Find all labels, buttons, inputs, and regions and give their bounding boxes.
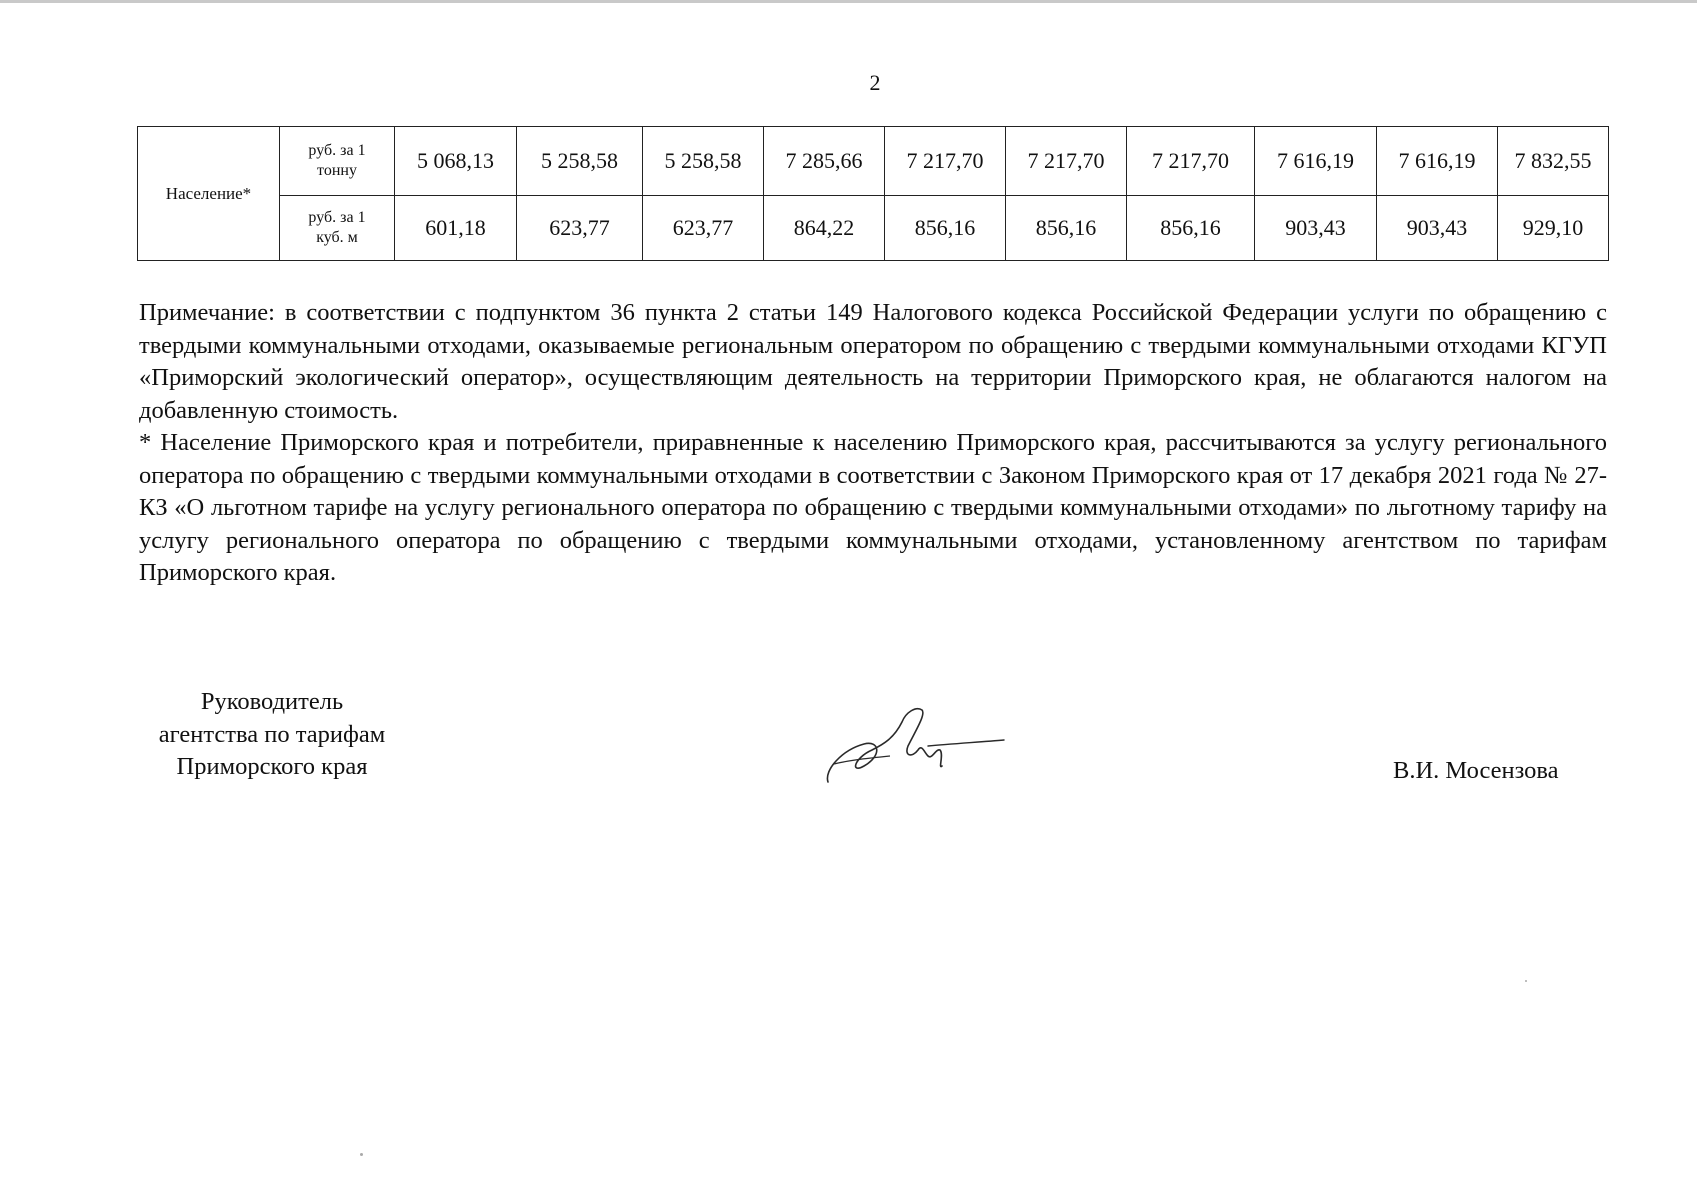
tariff-value-cell: 601,18 bbox=[395, 196, 517, 261]
tariff-table bbox=[137, 126, 1609, 261]
tax-note: Примечание: в соответствии с подпунктом 36 пункта 2 статьи 149 Налогового кодекса Российской Федерации услуги по обращению с твердыми коммунальными отходами, оказываемые региональным оператором по обращению с твердыми коммунальными отходами КГУП «Приморский экологический оператор», осуществляющим деятельность на территории Приморского края, не облагаются налогом на добавленную стоимость. bbox=[139, 299, 1607, 424]
signer-title bbox=[137, 686, 407, 784]
signer-name: В.И. Мосензова bbox=[1393, 757, 1559, 784]
tariff-value-cell: 864,22 bbox=[764, 196, 885, 261]
unit-line: руб. за 1 bbox=[308, 142, 366, 159]
signer-title-line: Руководитель bbox=[200, 688, 344, 715]
unit-cell bbox=[280, 196, 395, 261]
unit-line: тонну bbox=[317, 162, 357, 179]
tariff-value-cell: 929,10 bbox=[1498, 196, 1609, 261]
tariff-value-cell: 7 832,55 bbox=[1498, 127, 1609, 196]
tariff-value-cell: 7 217,70 bbox=[885, 127, 1006, 196]
unit-cell bbox=[280, 127, 395, 196]
population-cell: Население* bbox=[138, 127, 280, 261]
tariff-value-cell: 7 616,19 bbox=[1377, 127, 1498, 196]
tariff-value-cell: 5 258,58 bbox=[517, 127, 643, 196]
tariff-value-cell: 7 285,66 bbox=[764, 127, 885, 196]
tariff-value-cell: 903,43 bbox=[1255, 196, 1377, 261]
scan-speck bbox=[360, 1153, 363, 1156]
handwritten-signature bbox=[820, 700, 1010, 790]
tariff-value-cell: 7 616,19 bbox=[1255, 127, 1377, 196]
tariff-value-cell: 5 068,13 bbox=[395, 127, 517, 196]
tariff-value-cell: 5 258,58 bbox=[643, 127, 764, 196]
tariff-value-cell: 856,16 bbox=[1127, 196, 1255, 261]
population-footnote: * Население Приморского края и потребители, приравненные к населению Приморского края, рассчитываются за услугу регионального оператора по обращению с твердыми коммунальными отходами в соответствии с Законом Приморского края от 17 декабря 2021 года № 27-КЗ «О льготном тарифе на услугу регионального оператора по обращению с твердыми коммунальными отходами» по льготному тарифу на услугу регионального оператора по обращению с твердыми коммунальными отходами, установленному агентством по тарифам Приморского края. bbox=[139, 429, 1607, 586]
tariff-value-cell: 903,43 bbox=[1377, 196, 1498, 261]
notes-section bbox=[139, 297, 1607, 590]
page-number: 2 bbox=[869, 70, 881, 95]
signer-title-line: Приморского края bbox=[176, 753, 368, 780]
scan-top-edge bbox=[0, 0, 1697, 3]
tariff-value-cell: 623,77 bbox=[643, 196, 764, 261]
tariff-value-cell: 623,77 bbox=[517, 196, 643, 261]
table-row bbox=[138, 196, 1609, 261]
tariff-value-cell: 7 217,70 bbox=[1127, 127, 1255, 196]
tariff-value-cell: 7 217,70 bbox=[1006, 127, 1127, 196]
unit-line: куб. м bbox=[316, 229, 358, 246]
tariff-value-cell: 856,16 bbox=[1006, 196, 1127, 261]
scan-speck bbox=[1525, 980, 1527, 982]
signer-title-line: агентства по тарифам bbox=[158, 720, 386, 748]
table-row bbox=[138, 127, 1609, 196]
unit-line: руб. за 1 bbox=[308, 209, 366, 226]
tariff-value-cell: 856,16 bbox=[885, 196, 1006, 261]
